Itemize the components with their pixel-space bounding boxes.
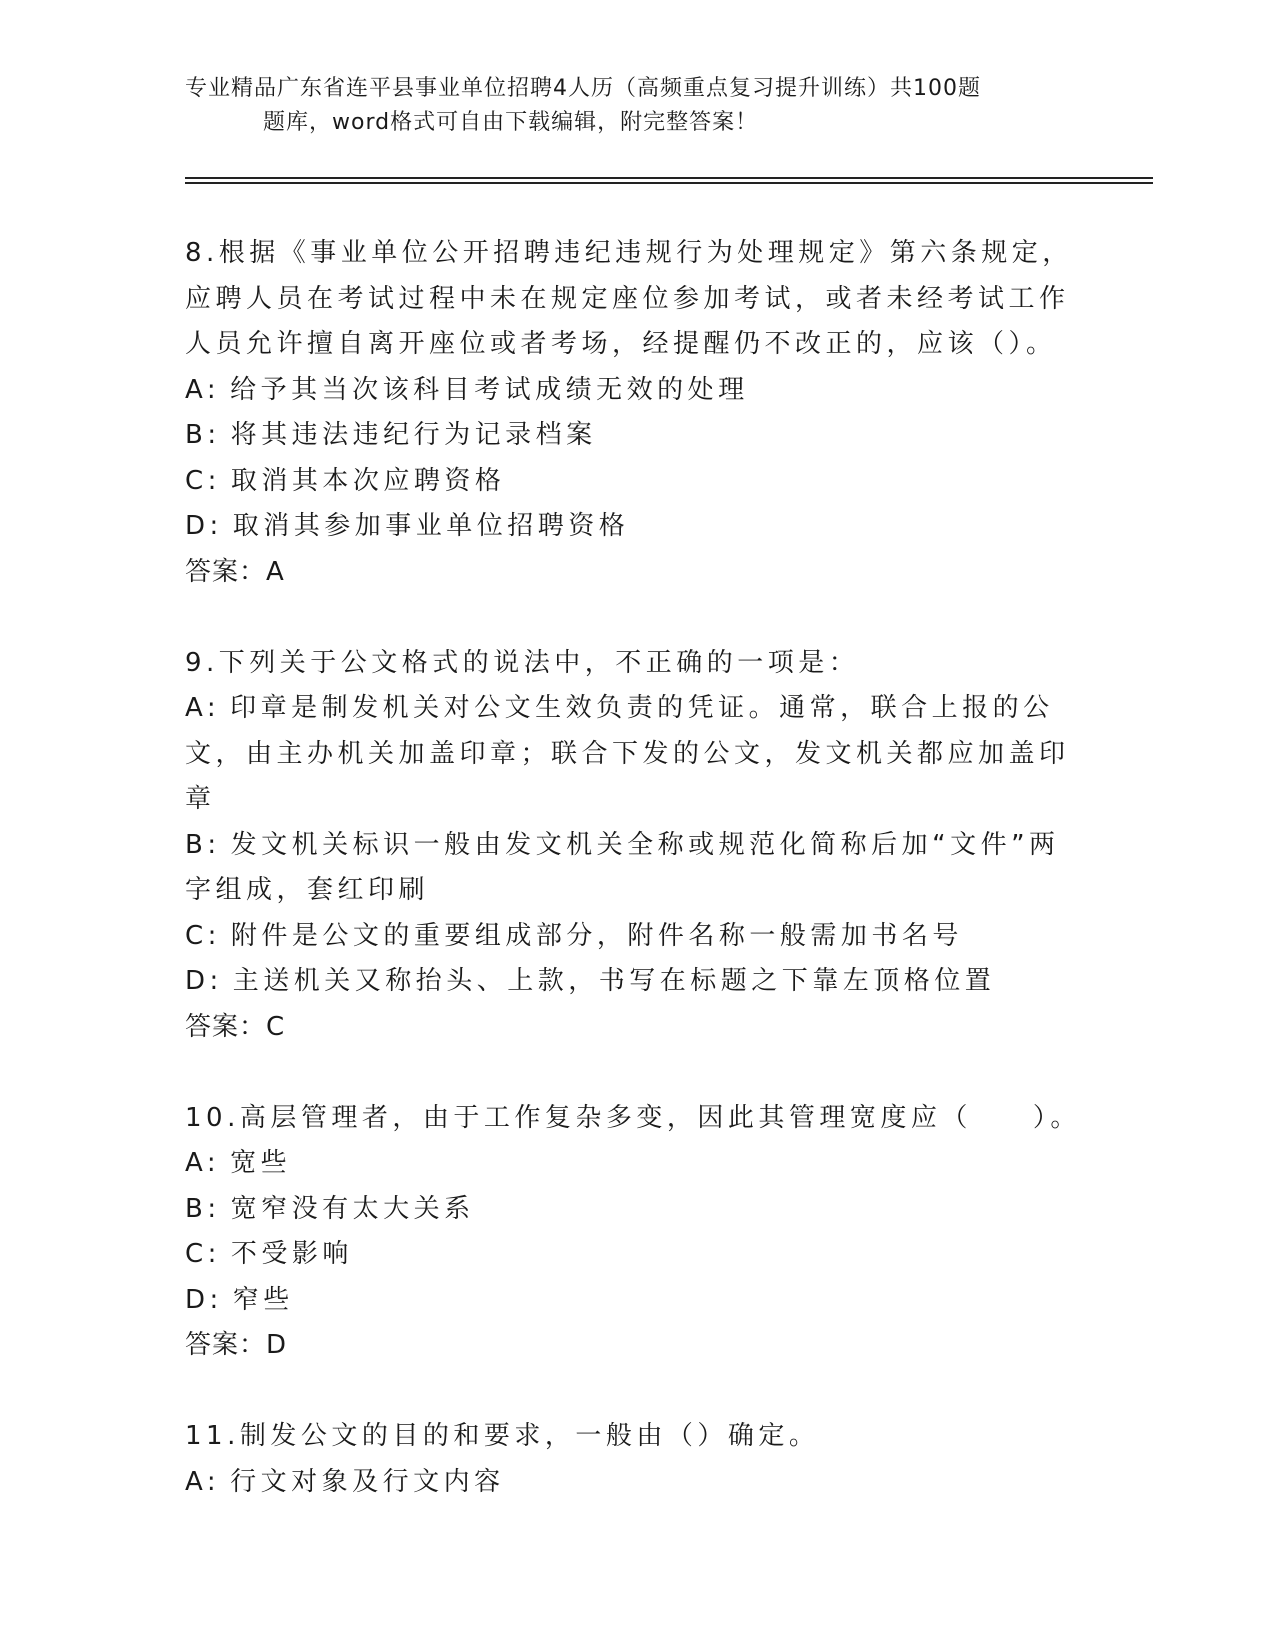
- option-d: [185, 1278, 1085, 1324]
- option-b: [185, 1187, 1085, 1233]
- option-label: C:: [185, 465, 221, 496]
- question-text: 8.根据《事业单位公开招聘违纪违规行为处理规定》第六条规定，应聘人员在考试过程中未在规定座位参加考试，或者未经考试工作人员允许擅自离开座位或者考场，经提醒仍不改正的，应该（）。: [185, 238, 1073, 359]
- option-text: 给予其当次该科目考试成绩无效的处理: [230, 374, 749, 405]
- option-a: [185, 368, 1085, 414]
- option-a: [185, 1141, 1085, 1187]
- option-text: 不受影响: [230, 1239, 353, 1269]
- option-label: C:: [185, 920, 221, 951]
- question-list: [185, 231, 1085, 1551]
- option-text: 行文对象及行文内容: [230, 1466, 505, 1497]
- option-label: A:: [185, 1148, 221, 1178]
- option-label: A:: [185, 374, 221, 405]
- answer-line: 答案：C: [185, 1011, 286, 1042]
- question-9: [185, 641, 1085, 1051]
- option-label: B:: [185, 1193, 221, 1224]
- option-text: 将其违法违纪行为记录档案: [230, 420, 597, 450]
- option-d: [185, 504, 1085, 550]
- option-label: D:: [185, 1284, 223, 1315]
- header-divider-bottom: [185, 182, 1153, 184]
- option-text: 主送机关又称抬头、上款，书写在标题之下靠左顶格位置: [232, 966, 996, 996]
- option-label: D:: [185, 966, 223, 996]
- document-header: [185, 72, 1065, 140]
- option-a: [185, 686, 1085, 823]
- option-text: 印章是制发机关对公文生效负责的凭证。通常，联合上报的公文，由主办机关加盖印章；联合下发的公文，发文机关都应加盖印章: [185, 693, 1070, 814]
- question-11: [185, 1414, 1085, 1505]
- option-b: [185, 413, 1085, 459]
- question-8: [185, 231, 1085, 595]
- question-text: 9.下列关于公文格式的说法中，不正确的一项是：: [185, 647, 860, 678]
- option-text: 发文机关标识一般由发文机关全称或规范化简称后加“文件”两字组成，套红印刷: [185, 829, 1060, 905]
- option-d: [185, 959, 1085, 1005]
- option-label: A:: [185, 693, 221, 723]
- option-c: [185, 914, 1085, 960]
- option-text: 宽窄没有太大关系: [230, 1193, 475, 1224]
- header-divider-top: [185, 177, 1153, 179]
- option-text: 宽些: [230, 1148, 292, 1178]
- header-title-line-1: 专业精品广东省连平县事业单位招聘4人历（高频重点复习提升训练）共100题: [185, 76, 981, 101]
- question-text: 11.制发公文的目的和要求，一般由（）确定。: [185, 1421, 820, 1451]
- option-text: 取消其参加事业单位招聘资格: [232, 511, 630, 541]
- option-b: [185, 823, 1085, 914]
- question-text: 10.高层管理者，由于工作复杂多变，因此其管理宽度应（ ）。: [185, 1102, 1081, 1133]
- question-10: [185, 1096, 1085, 1369]
- option-a: [185, 1460, 1085, 1506]
- option-label: C:: [185, 1239, 221, 1269]
- option-c: [185, 459, 1085, 505]
- option-label: D:: [185, 511, 223, 541]
- option-text: 取消其本次应聘资格: [230, 465, 506, 496]
- header-title-line-2: 题库，word格式可自由下载编辑，附完整答案！: [263, 110, 759, 135]
- option-c: [185, 1232, 1085, 1278]
- answer-line: 答案：D: [185, 1330, 288, 1360]
- option-text: 窄些: [232, 1284, 294, 1315]
- answer-line: 答案：A: [185, 556, 285, 587]
- option-label: B:: [185, 420, 221, 450]
- option-label: B:: [185, 829, 221, 860]
- option-label: A:: [185, 1466, 221, 1497]
- option-text: 附件是公文的重要组成部分，附件名称一般需加书名号: [230, 920, 963, 951]
